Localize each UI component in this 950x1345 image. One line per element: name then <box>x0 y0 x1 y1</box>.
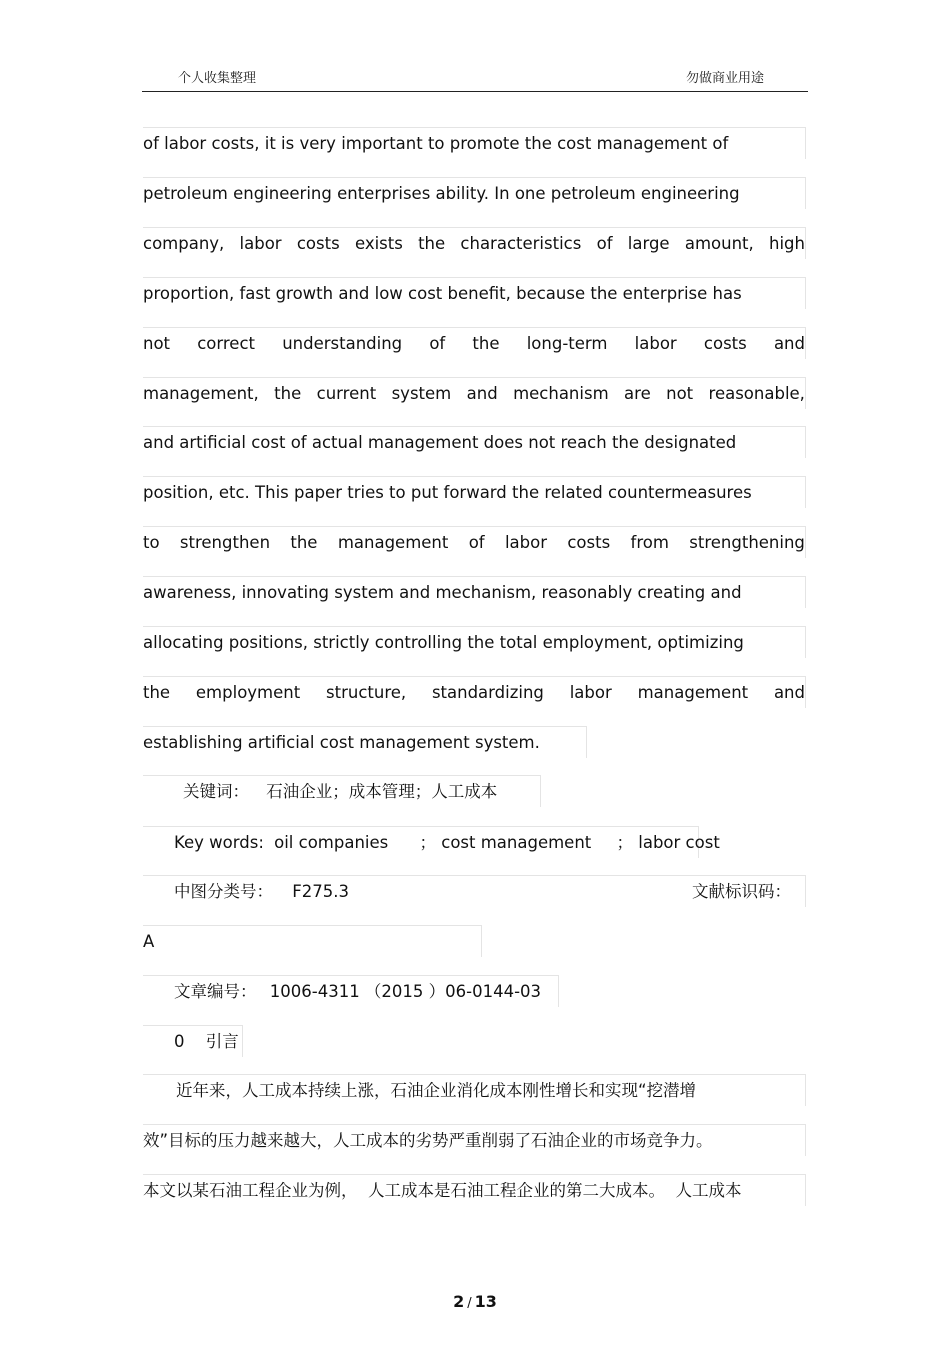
abstract-word: labor <box>569 683 612 702</box>
abstract-word: employment <box>195 683 301 702</box>
abstract-word: strengthen <box>179 533 271 552</box>
document-code-label: 文献标识码： <box>692 882 791 901</box>
section-title: 引言 <box>205 1032 239 1051</box>
keywords-en-separator-1: ； <box>419 833 436 852</box>
abstract-word: structure, <box>326 683 407 702</box>
header-rule <box>142 91 808 92</box>
abstract-word: and <box>466 384 498 403</box>
classification-label: 中图分类号： <box>174 882 273 901</box>
abstract-line-6 <box>143 377 806 409</box>
abstract-word: understanding <box>282 334 403 353</box>
abstract-word: of <box>468 533 485 552</box>
article-number-label: 文章编号： <box>174 982 257 1001</box>
abstract-word: system <box>391 384 452 403</box>
article-number-line <box>143 975 559 1007</box>
abstract-word: management <box>337 533 449 552</box>
abstract-word: and <box>773 683 805 702</box>
abstract-word: to <box>143 533 160 552</box>
abstract-word: of <box>429 334 446 353</box>
abstract-word: costs <box>567 533 611 552</box>
abstract-line-12 <box>143 676 806 708</box>
abstract-line-13: establishing artificial cost management system. <box>143 726 587 758</box>
abstract-word: exists <box>354 234 403 253</box>
document-code-line <box>143 925 482 957</box>
abstract-line-11: allocating positions, strictly controlling the total employment, optimizing <box>143 626 806 658</box>
keywords-en-item-2: cost management <box>441 833 592 852</box>
abstract-word: and <box>773 334 805 353</box>
abstract-word: the <box>472 334 500 353</box>
page-total: 13 <box>474 1292 497 1311</box>
keywords-cn-line <box>143 775 541 807</box>
classification-line <box>143 875 806 907</box>
abstract-word: large <box>627 234 670 253</box>
abstract-line-5 <box>143 327 806 359</box>
abstract-word: of <box>596 234 613 253</box>
abstract-line-9 <box>143 526 806 558</box>
page-current: 2 <box>453 1292 465 1311</box>
abstract-line-8: position, etc. This paper tries to put forward the related countermeasures <box>143 476 806 508</box>
abstract-line-1: of labor costs, it is very important to promote the cost management of <box>143 127 806 159</box>
keywords-en-label: Key words: <box>174 833 264 852</box>
abstract-word: labor <box>634 334 677 353</box>
abstract-word: reasonable, <box>708 384 805 403</box>
header-right-text: 勿做商业用途 <box>686 71 765 86</box>
keywords-cn-label: 关键词： <box>183 782 249 801</box>
intro-line-3: 本文以某石油工程企业为例， 人工成本是石油工程企业的第二大成本。 人工成本 <box>143 1174 806 1206</box>
abstract-word: standardizing <box>431 683 544 702</box>
page-number <box>0 1292 950 1311</box>
abstract-word: company, <box>143 234 225 253</box>
abstract-word: high <box>769 234 805 253</box>
abstract-word: long-term <box>526 334 608 353</box>
document-code-value: A <box>143 932 155 951</box>
abstract-word: management <box>637 683 749 702</box>
abstract-word: current <box>316 384 377 403</box>
abstract-word: the <box>274 384 302 403</box>
intro-line-2: 效”目标的压力越来越大，人工成本的劣势严重削弱了石油企业的市场竞争力。 <box>143 1124 806 1156</box>
abstract-word: strengthening <box>689 533 805 552</box>
abstract-word: the <box>418 234 446 253</box>
abstract-line-10: awareness, innovating system and mechanism, reasonably creating and <box>143 576 806 608</box>
abstract-word: costs <box>703 334 747 353</box>
classification-value: F275.3 <box>292 882 349 901</box>
keywords-cn-value: 石油企业；成本管理；人工成本 <box>266 782 498 801</box>
abstract-word: correct <box>197 334 255 353</box>
abstract-word: labor <box>504 533 547 552</box>
keywords-en-separator-2: ； <box>616 833 634 852</box>
abstract-word: mechanism <box>513 384 609 403</box>
abstract-word: management, <box>143 384 259 403</box>
abstract-word: from <box>630 533 669 552</box>
abstract-word: the <box>290 533 318 552</box>
keywords-en-item-3: labor cost <box>638 833 720 852</box>
abstract-word: labor <box>239 234 282 253</box>
abstract-word: characteristics <box>460 234 582 253</box>
section-number: 0 <box>174 1032 185 1051</box>
abstract-word: not <box>143 334 171 353</box>
keywords-en-line <box>143 826 720 858</box>
abstract-line-7: and artificial cost of actual management does not reach the designated <box>143 426 806 458</box>
abstract-line-3 <box>143 227 806 259</box>
article-number-value: 1006-4311 （2015 ）06-0144-03 <box>269 982 542 1001</box>
intro-line-1: 近年来，人工成本持续上涨，石油企业消化成本刚性增长和实现“挖潜增 <box>143 1074 806 1106</box>
section-heading <box>143 1025 243 1057</box>
header-left-text: 个人收集整理 <box>178 71 257 86</box>
abstract-line-4: proportion, fast growth and low cost benefit, because the enterprise has <box>143 277 806 309</box>
abstract-word: are <box>624 384 651 403</box>
abstract-word: the <box>143 683 171 702</box>
abstract-line-2: petroleum engineering enterprises ability. In one petroleum engineering <box>143 177 806 209</box>
abstract-word: amount, <box>684 234 754 253</box>
keywords-en-item-1: oil companies <box>274 833 389 852</box>
page-separator: / <box>467 1296 472 1311</box>
abstract-word: costs <box>296 234 340 253</box>
abstract-word: not <box>666 384 694 403</box>
